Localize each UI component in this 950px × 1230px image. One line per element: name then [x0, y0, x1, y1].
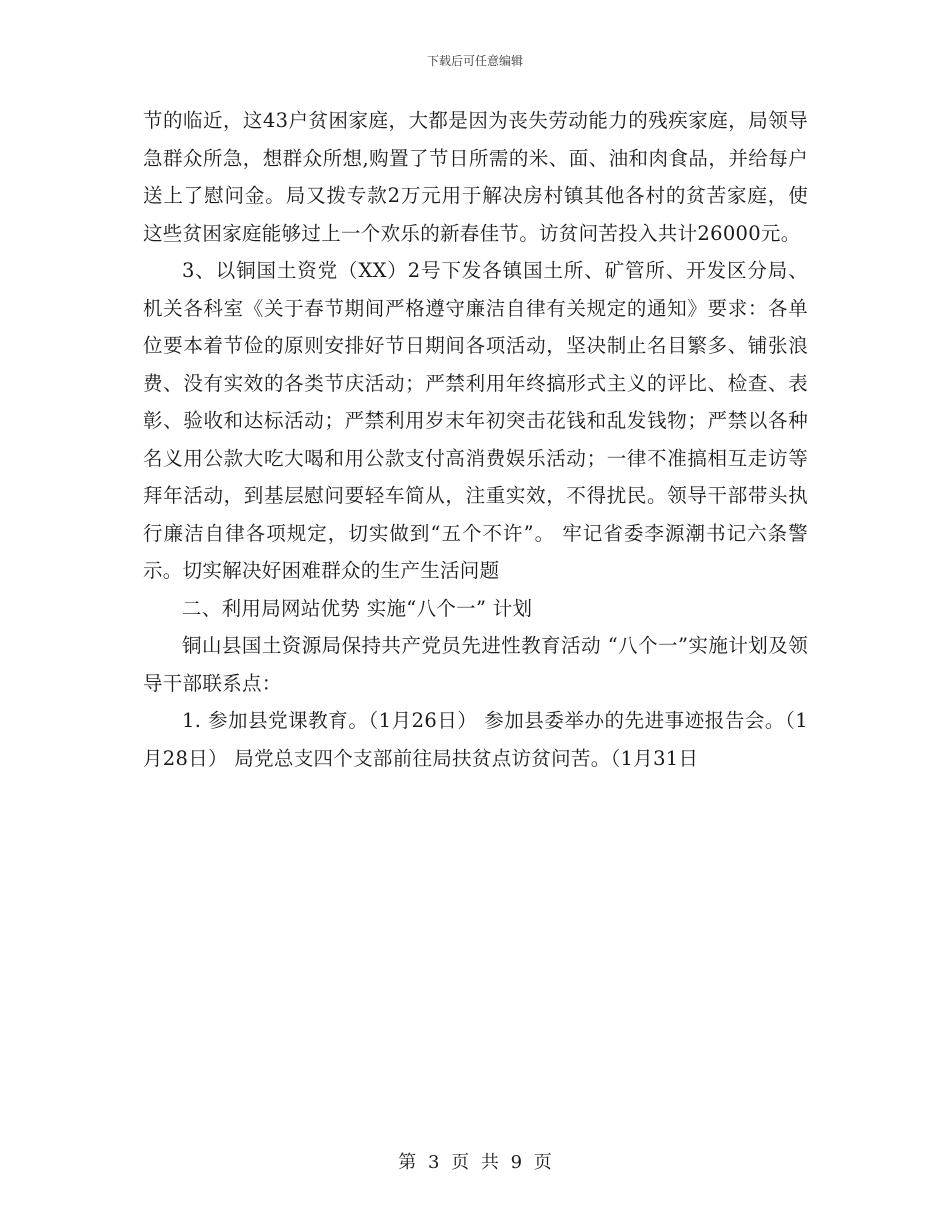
section-heading-website-plan: 二、利用局网站优势 实施“八个一” 计划 [182, 596, 533, 620]
document-body [143, 102, 808, 777]
page-number-footer: 第 3 页 共 9 页 [398, 1152, 552, 1173]
paragraph-integrity-notice: 3、以铜国土资党（XX）2号下发各镇国土所、矿管所、开发区分局、机关各科室《关于春节期间严格遵守廉洁自律有关规定的通知》要求：各单位要本着节俭的原则安排好节日期间各项活动，坚决制止名目繁多、铺张浪费、没有实效的各类节庆活动；严禁利用年终搞形式主义的评比、检查、表彰、验收和达标活动；严禁利用岁末年初突击花钱和乱发钱物；严禁以各种名义用公款大吃大喝和用公款支付高消费娱乐活动；一律不准搞相互走访等拜年活动，到基层慰问要轻车简从，注重实效，不得扰民。领导干部带头执行廉洁自律各项规定，切实做到“五个不许”。 牢记省委李源潮书记六条警示。切实解决好困难群众的生产生活问题 [143, 259, 808, 582]
paragraph-plan-item-1: 1. 参加县党课教育。（1月26日） 参加县委举办的先进事迹报告会。（1月28日） 局党总支四个支部前往局扶贫点访贫问苦。（1月31日 [143, 709, 808, 770]
page-header: 下载后可任意编辑 [426, 54, 523, 68]
paragraph-plan-intro: 铜山县国土资源局保持共产党员先进性教育活动 “八个一”实施计划及领导干部联系点： [143, 634, 808, 695]
paragraph-poverty-visit: 节的临近，这43户贫困家庭，大都是因为丧失劳动能力的残疾家庭，局领导急群众所急，想群众所想,购置了节日所需的米、面、油和肉食品，并给每户送上了慰问金。局又拨专款2万元用于解决房村镇其他各村的贫苦家庭，使这些贫困家庭能够过上一个欢乐的新春佳节。访贫问苦投入共计26000元。 [143, 109, 808, 245]
